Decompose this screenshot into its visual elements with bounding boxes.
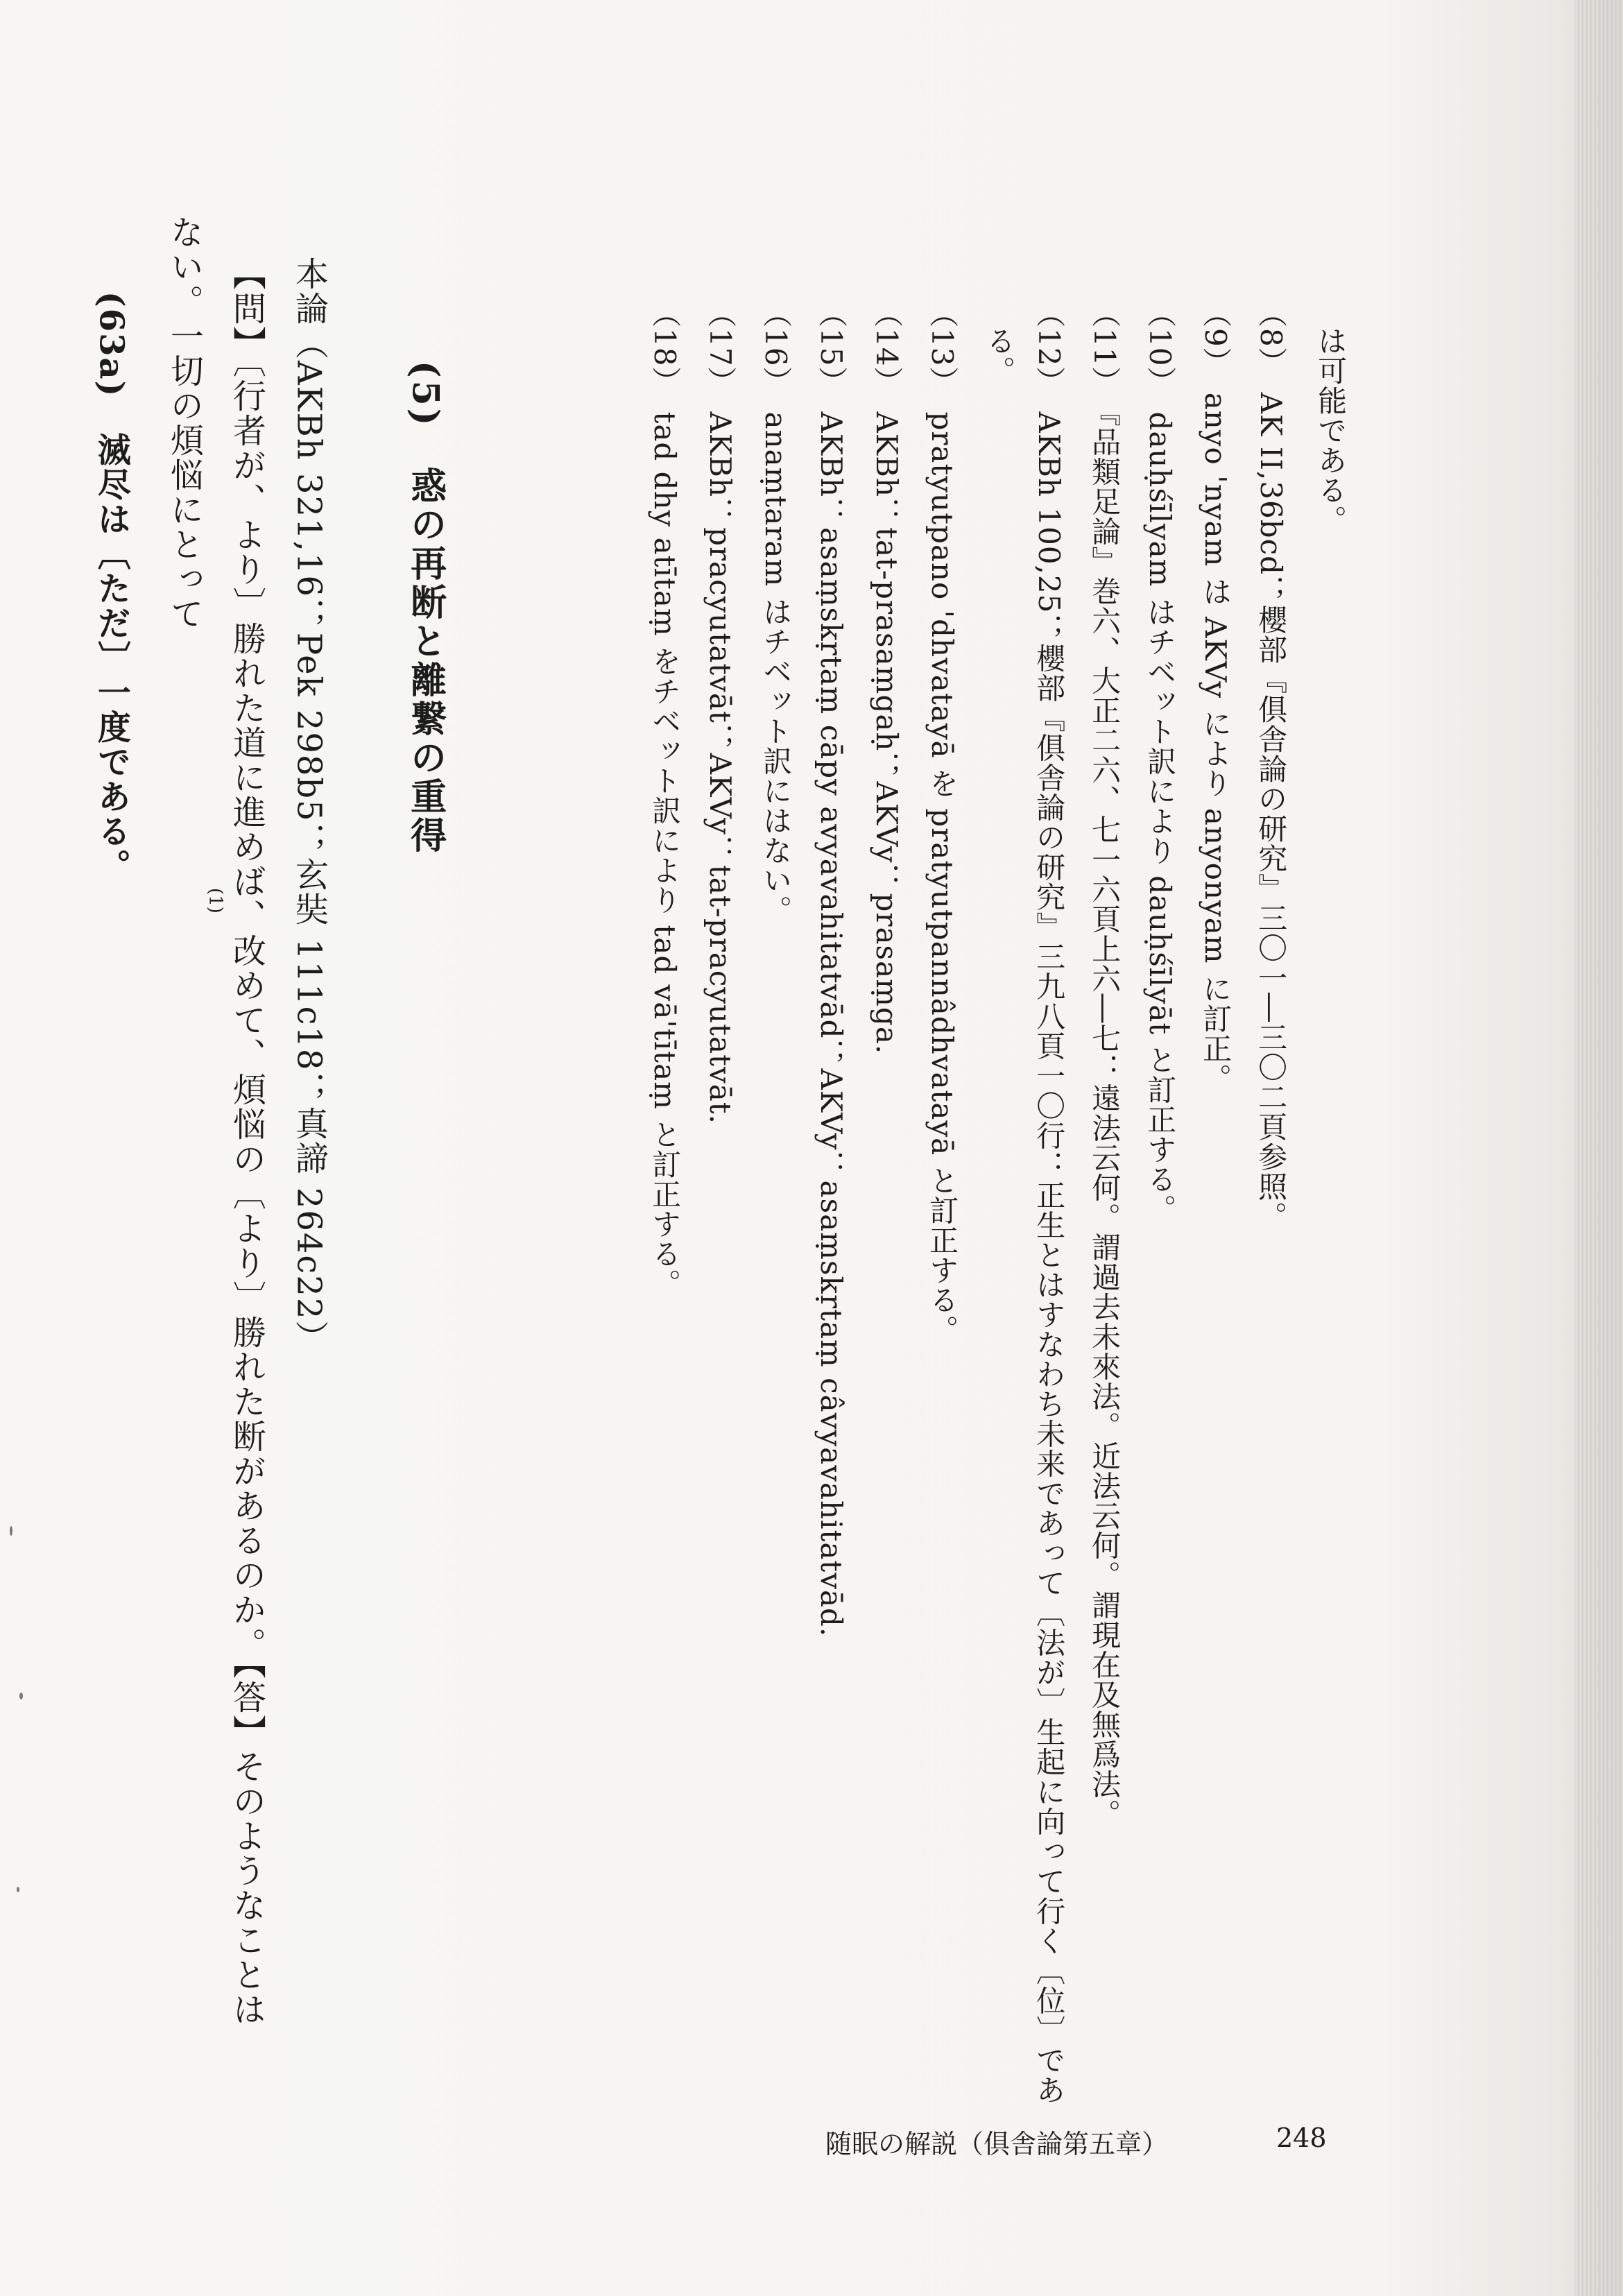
note-continuation: は可能である。: [1314, 326, 1348, 535]
note-11: （11） 『品類足論』巻六、大正二六、七一六頁上六―七：遠法云何。謂過去未來法。近法云何。謂現在及無爲法。: [1088, 298, 1122, 1829]
note-10: （10） dauḥśīlyam はチベット訳により dauḥśīlyāt と訂正する。: [1143, 298, 1178, 1224]
answer-continuation: ない。一切の煩悩にとって: [164, 215, 204, 631]
note-8: （8） AK II,36bcd；櫻部『俱舎論の研究』三〇一―三〇二頁参照。: [1254, 298, 1289, 1232]
verse-63a: (63a) 滅尽は〔ただ〕一度である。: [92, 291, 131, 884]
running-title: 随眠の解説（俱舎論第五章）: [825, 2129, 1169, 2159]
note-12: （12） AKBh 100,25；櫻部『俱舎論の研究』三九八頁一〇行：正生とはすなわち未来であって〔法が〕生起に向って行く〔位〕であ: [1032, 298, 1067, 2105]
footnote-marker: (1): [205, 888, 226, 914]
note-17: （17） AKBh：pracyutatvāt；AKVy：tat-pracyutatvāt.: [703, 298, 738, 1124]
note-14: （14） AKBh：tat-prasaṃgaḥ；AKVy：prasaṃga.: [870, 298, 904, 1055]
source-reference: 本論（AKBh 321,16；Pek 298b5；玄奘 111c18；真諦 264c22）: [289, 257, 329, 1355]
scan-speck: [17, 1887, 19, 1892]
page-number: 248: [1276, 2123, 1327, 2153]
note-13: （13） pratyutpano 'dhvatayā を pratyutpannâdhvatayā と訂正する。: [925, 298, 960, 1345]
note-9: （9） anyo 'nyam は AKVy により anyonyam に訂正。: [1199, 298, 1233, 1093]
note-16: （16） anaṃtaram はチベット訳にはない。: [759, 298, 793, 925]
binding-edge-shadow: [1574, 0, 1623, 2296]
note-15: （15） AKBh：asaṃskṛtaṃ cāpy avyavahitatvād；AKVy：asaṃskṛtaṃ câvyavahitatvād.: [814, 298, 849, 1638]
question-answer-line: 【問】〔行者が、より〕勝れた道に進めば、改めて、煩悩の〔より〕勝れた断があるのか。【答】そのようなことは: [227, 257, 266, 2027]
section-heading: (5) 惑の再断と離繋の重得: [404, 361, 447, 856]
scan-speck: [19, 1693, 23, 1699]
scan-speck: [10, 1526, 12, 1536]
note-18: （18） tad dhy atītaṃ をチベット訳により tad vā'tītaṃ と訂正する。: [648, 298, 682, 1299]
note-12-continuation: る。: [982, 326, 1017, 386]
